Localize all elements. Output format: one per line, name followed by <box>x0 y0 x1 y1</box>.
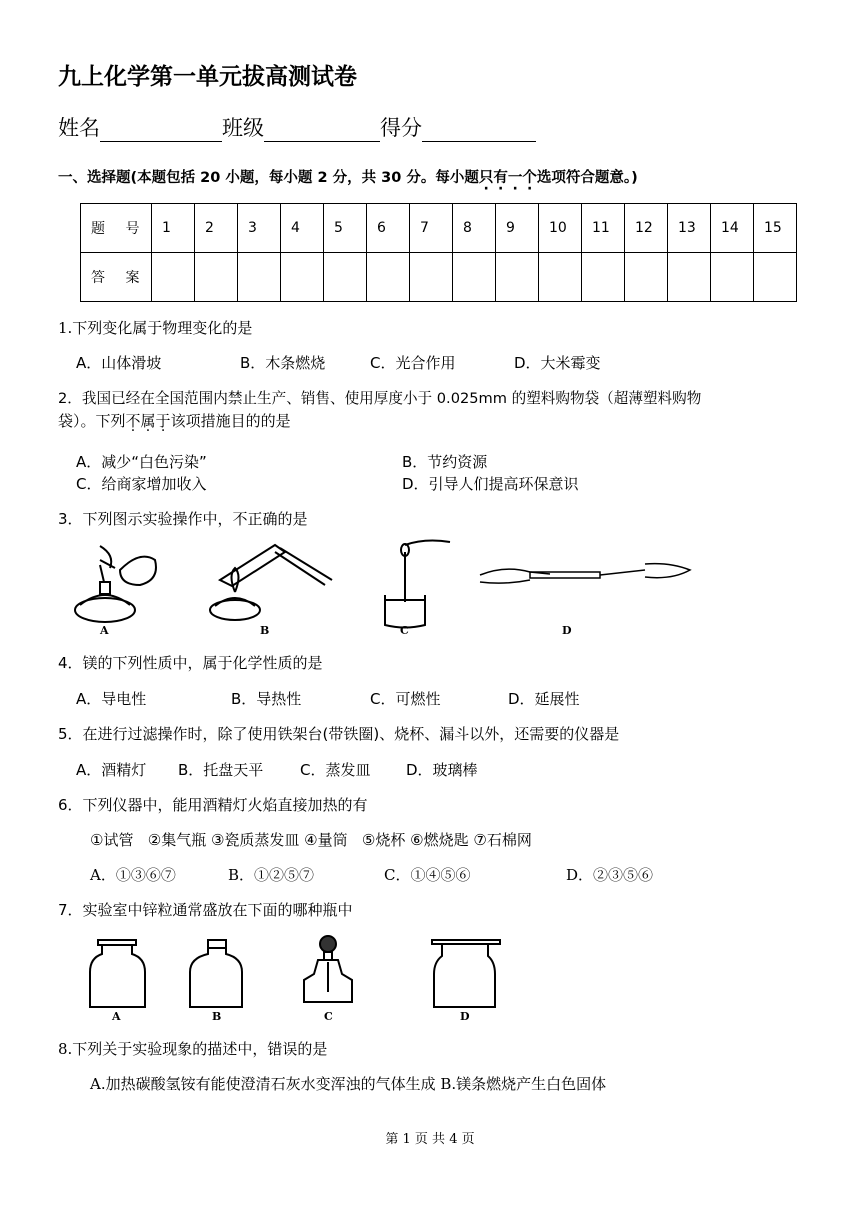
emphasis-char: 个 <box>522 170 537 186</box>
answer-cell[interactable] <box>754 253 797 302</box>
emphasis-char: 于 <box>155 412 171 430</box>
q3-label-c: C <box>400 624 409 637</box>
answer-cell[interactable] <box>711 253 754 302</box>
number-row <box>81 204 797 253</box>
q7-label-b: B <box>212 1010 222 1023</box>
answer-cell[interactable] <box>496 253 539 302</box>
q7-bottle-a[interactable] <box>90 940 145 1007</box>
q6-instrument-list: ①试管 ②集气瓶 ③瓷质蒸发皿 ④量筒 ⑤烧杯 ⑥燃烧匙 ⑦石棉网 <box>90 831 532 849</box>
q7-bottle-figures <box>80 932 510 1027</box>
q3-label-d: D <box>562 624 572 637</box>
q6-option-c[interactable]: C．①④⑤⑥ <box>384 866 471 884</box>
q3-lab-figures <box>60 540 680 640</box>
q4-option-d[interactable]: D．延展性 <box>508 690 580 708</box>
q1-option-c[interactable]: C．光合作用 <box>370 354 456 372</box>
q7-bottle-b[interactable] <box>190 940 242 1007</box>
question-7: 7．实验室中锌粒通常盛放在下面的哪种瓶中 <box>58 901 353 919</box>
question-3: 3．下列图示实验操作中，不正确的是 <box>58 510 308 528</box>
question-number-cell: 7 <box>410 204 453 253</box>
question-number-cell: 2 <box>195 204 238 253</box>
page-footer: 第 1 页 共 4 页 <box>385 1132 475 1147</box>
answer-cell[interactable] <box>453 253 496 302</box>
emphasis-char: 一 <box>507 170 523 186</box>
q3-label-a: A <box>100 624 109 637</box>
q1-option-a[interactable]: A．山体滑坡 <box>76 354 162 372</box>
question-1: 1.下列变化属于物理变化的是 <box>58 319 253 337</box>
score-label: 得分 <box>380 116 422 140</box>
q4-option-b[interactable]: B．导热性 <box>231 690 302 708</box>
question-number-cell: 8 <box>453 204 496 253</box>
emphasis-text <box>126 412 171 430</box>
question-number-cell: 13 <box>668 204 711 253</box>
number-header: 题 号 <box>81 204 152 253</box>
q1-option-d[interactable]: D．大米霉变 <box>514 354 601 372</box>
emphasis-text <box>479 170 537 186</box>
question-8: 8.下列关于实验现象的描述中，错误的是 <box>58 1040 328 1058</box>
student-info-fields <box>58 112 536 142</box>
q3-figure-a[interactable] <box>75 546 156 622</box>
question-5: 5．在进行过滤操作时，除了使用铁架台(带铁圈)、烧杯、漏斗以外，还需要的仪器是 <box>58 725 620 743</box>
question-number-cell: 15 <box>754 204 797 253</box>
q2-option-b[interactable]: B．节约资源 <box>402 453 488 471</box>
q2-option-a[interactable]: A．减少“白色污染” <box>76 453 207 471</box>
answer-cell[interactable] <box>281 253 324 302</box>
q2-option-c[interactable]: C．给商家增加收入 <box>76 475 207 493</box>
q7-label-d: D <box>460 1010 470 1023</box>
answer-cell[interactable] <box>152 253 195 302</box>
section-heading: 一、选择题(本题包括 20 小题，每小题 2 分，共 30 分。每小题只有一个选项符合题意。) <box>58 170 638 186</box>
answer-cell[interactable] <box>324 253 367 302</box>
answer-cell[interactable] <box>238 253 281 302</box>
answer-cell[interactable] <box>668 253 711 302</box>
question-2-line1: 2．我国已经在全国范围内禁止生产、销售、使用厚度小于 0.025mm 的塑料购物袋（超薄塑料购物 <box>58 390 702 407</box>
score-blank[interactable] <box>422 119 536 142</box>
emphasis-char: 有 <box>493 170 508 186</box>
q8-options-line: A.加热碳酸氢铵有能使澄清石灰水变浑浊的气体生成 B.镁条燃烧产生白色固体 <box>90 1075 607 1093</box>
question-number-cell: 10 <box>539 204 582 253</box>
q4-option-c[interactable]: C．可燃性 <box>370 690 441 708</box>
answer-cell[interactable] <box>625 253 668 302</box>
name-label: 姓名 <box>58 116 100 140</box>
q3-figure-b[interactable] <box>210 545 332 620</box>
q5-option-a[interactable]: A．酒精灯 <box>76 761 147 779</box>
q4-option-a[interactable]: A．导电性 <box>76 690 147 708</box>
question-4: 4．镁的下列性质中，属于化学性质的是 <box>58 654 323 672</box>
answer-cell[interactable] <box>195 253 238 302</box>
q2-option-d[interactable]: D．引导人们提高环保意识 <box>402 475 579 493</box>
q5-option-d[interactable]: D．玻璃棒 <box>406 761 478 779</box>
q7-label-a: A <box>112 1010 121 1023</box>
q7-label-c: C <box>324 1010 333 1023</box>
q3-figure-d[interactable] <box>480 564 690 584</box>
question-number-cell: 12 <box>625 204 668 253</box>
question-number-cell: 1 <box>152 204 195 253</box>
q5-option-c[interactable]: C．蒸发皿 <box>300 761 371 779</box>
q5-option-b[interactable]: B．托盘天平 <box>178 761 264 779</box>
answer-cell[interactable] <box>539 253 582 302</box>
question-number-cell: 4 <box>281 204 324 253</box>
class-label: 班级 <box>222 116 264 140</box>
question-number-cell: 9 <box>496 204 539 253</box>
question-2-line2: 袋）。下列不属于该项措施目的的是 <box>58 412 291 430</box>
question-number-cell: 6 <box>367 204 410 253</box>
emphasis-char: 属 <box>140 412 156 430</box>
answer-cell[interactable] <box>582 253 625 302</box>
question-number-cell: 3 <box>238 204 281 253</box>
answer-cell[interactable] <box>367 253 410 302</box>
q1-option-b[interactable]: B．木条燃烧 <box>240 354 326 372</box>
question-number-cell: 14 <box>711 204 754 253</box>
name-blank[interactable] <box>100 119 222 142</box>
answer-header: 答 案 <box>81 253 152 302</box>
q7-bottle-c[interactable] <box>304 936 352 1002</box>
answer-row <box>81 253 797 302</box>
emphasis-char: 不 <box>125 412 141 430</box>
class-blank[interactable] <box>264 119 380 142</box>
answer-cell[interactable] <box>410 253 453 302</box>
question-6: 6．下列仪器中，能用酒精灯火焰直接加热的有 <box>58 796 368 814</box>
q7-bottle-d[interactable] <box>432 940 500 1007</box>
q6-option-b[interactable]: B．①②⑤⑦ <box>228 866 315 884</box>
emphasis-char: 只 <box>478 170 494 186</box>
answer-table <box>80 203 797 302</box>
q6-option-a[interactable]: A．①③⑥⑦ <box>90 866 176 884</box>
question-number-cell: 11 <box>582 204 625 253</box>
page-title: 九上化学第一单元拔高测试卷 <box>58 64 357 90</box>
q6-option-d[interactable]: D．②③⑤⑥ <box>566 866 654 884</box>
q3-figure-c[interactable] <box>385 541 450 628</box>
question-number-cell: 5 <box>324 204 367 253</box>
q3-label-b: B <box>260 624 270 637</box>
